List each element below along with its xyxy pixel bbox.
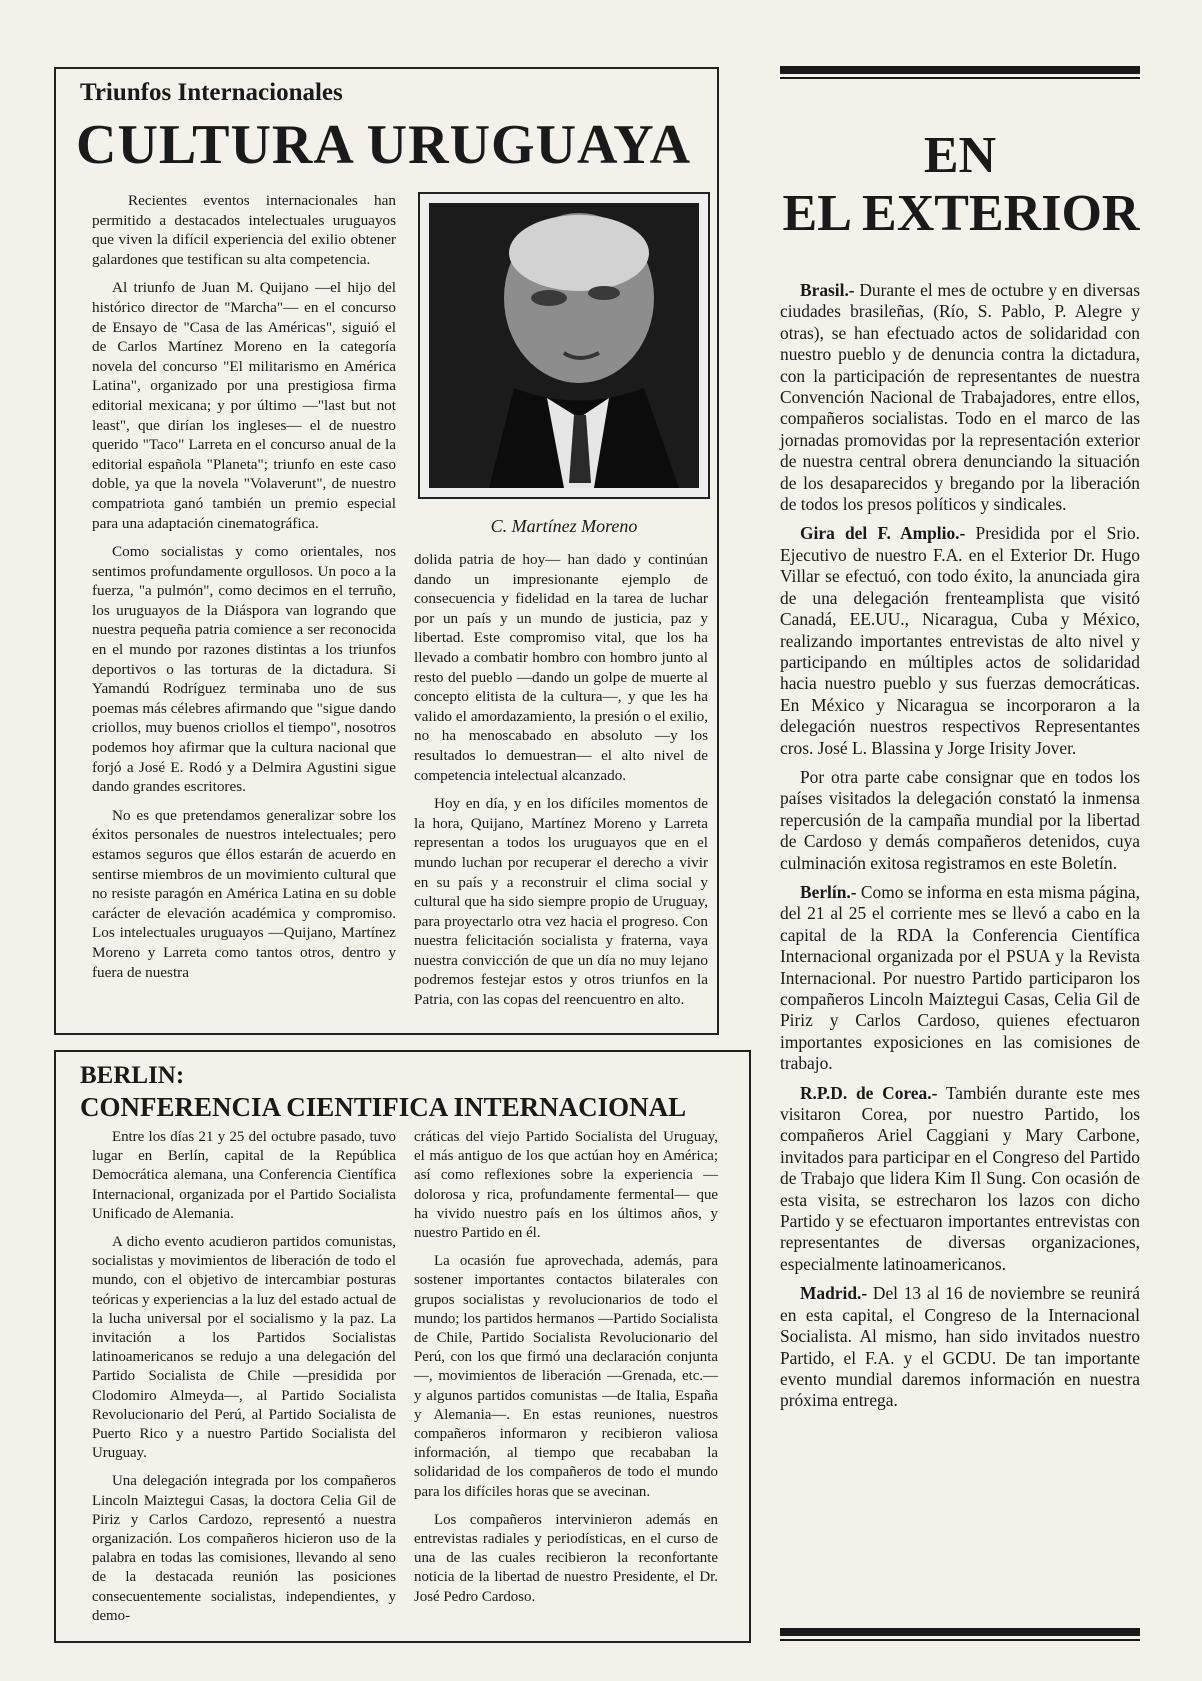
news-item-text: Por otra parte cabe consignar que en todos los países visitados la delegación constató la inmensa repercusión de la campaña mundial por la libertad de Cardoso y demás compañeros detenidos, cuya culminación exitosa registramos en este Boletín.: [780, 766, 1140, 873]
news-item: [780, 1083, 1140, 1276]
paragraph: No es que pretendamos generalizar sobre los éxitos personales de nuestros intelectuales; pero estamos seguros que éllos estarán de acuerdo en sentirse miembros de un movimiento cultural que no resiste paragón en América Latina en su doble carácter de elevación académica y compromiso. Los intelectuales uruguayos —Quijano, Martínez Moreno y Larreta como tantos otros, dentro y fuera de nuestra: [92, 806, 396, 981]
portrait-image: [429, 203, 699, 488]
paragraph: Recientes eventos internacionales han permitido a destacados intelectuales uruguayos que viven la difícil experiencia del exilio obtener galardones que testifican su alta competencia.: [92, 192, 396, 268]
news-item: [780, 523, 1140, 758]
news-item: [780, 1283, 1140, 1411]
article-headline: CONFERENCIA CIENTIFICA INTERNACIONAL: [80, 1092, 687, 1122]
news-item-text: Del 13 al 16 de noviembre se reunirá en esta capital, el Congreso de la Internacional Socialista. Al mismo, han sido invitados nuestro Partido, el F.A. y el GCDU. De tan importante evento mundial daremos información en nuestra próxima entrega.: [780, 1283, 1140, 1411]
news-item-lead: R.P.D. de Corea.-: [800, 1082, 938, 1103]
article-kicker: Triunfos Internacionales: [80, 79, 343, 106]
news-item-lead: Brasil.-: [800, 280, 855, 300]
divider-rule: [780, 1628, 1140, 1636]
exterior-news-column: [780, 280, 1140, 1420]
news-item-lead: Berlín.-: [800, 881, 857, 902]
article-cultura-uruguaya: [54, 67, 719, 1035]
news-item: [780, 882, 1140, 1075]
article-kicker: BERLIN:: [80, 1062, 185, 1089]
photo-caption: C. Martínez Moreno: [490, 516, 638, 536]
paragraph: Al triunfo de Juan M. Quijano —el hijo del histórico director de "Marcha"— en el concurso de Ensayo de "Casa de las Américas", siguió el de Carlos Martínez Moreno en la categoría novela del concurso "El militarismo en América Latina", organizado por una prestigiosa firma editorial mexicana; y por último —"last but not least", que dirían los ingleses— el de nuestro querido "Taco" Larreta en el concurso anual de la editorial española "Planeta"; triunfo en este caso doble, ya que la novela "Volaverunt", de nuestro compatriota ganó también un premio especial para una adaptación cinematográfica.: [92, 279, 396, 532]
news-item-lead: Gira del F. Amplio.-: [800, 523, 966, 544]
news-item-text: Como se informa en esta misma página, del 21 al 25 el corriente mes se llevó a cabo en la capital de la RDA la Conferencia Científica Internacional organizada por el PSUA y la Revista Internacional. Por nuestro Partido participaron los compañeros Lincoln Maiztegui Casas, Celia Gil de Piriz y Carlos Cardoso, quienes efectuaron importantes exposiciones en las comisiones de trabajo.: [780, 881, 1140, 1074]
portrait-photo: [418, 192, 710, 499]
article-column-2: [414, 1128, 718, 1616]
article-column-2: [414, 550, 708, 1019]
article-column-1: [92, 1128, 396, 1635]
section-title-line1: EN: [923, 127, 997, 184]
article-berlin: [54, 1050, 751, 1643]
news-item: [780, 280, 1140, 515]
paragraph: A dicho evento acudieron partidos comunistas, socialistas y movimientos de liberación de todo el mundo, con el objetivo de intercambiar posturas teóricas y experiencias a la luz del estado actual de la lucha universal por el socialismo y la paz. La invitación a los Partidos Socialistas latinoamericanos se redujo a una delegación del Partido Socialista de Chile —presidida por Clodomiro Almeyda—, al Partido Socialista Revolucionario del Perú, al Partido Socialista de Puerto Rico y a nuestro Partido Socialista del Uruguay.: [92, 1234, 396, 1462]
news-item: [780, 767, 1140, 874]
article-column-1: [92, 191, 396, 991]
section-title-line2: EL EXTERIOR: [782, 185, 1140, 242]
paragraph: Hoy en día, y en los difíciles momentos de la hora, Quijano, Martínez Moreno y Larreta representan a todos los uruguayos que en el mundo luchan por recuperar el derecho a vivir en su país y a reconstruir el clima social y cultural que ha sido siempre propio de Uruguay, para proyectarlo otra vez hacia el progreso. Con nuestra felicitación socialista y fraterna, vaya nuestra convicción de que un día no muy lejano podremos festejar estos y otros triunfos en la Patria, con las copas del reencuentro en alto.: [414, 795, 708, 1009]
portrait-illustration: [429, 203, 699, 488]
paragraph: Como socialistas y como orientales, nos sentimos profundamente orgullosos. Un poco a la fuerza, "a pulmón", como decimos en el terruño, los uruguayos de la Diáspora van logrando que nuestra pequeña patria comience a ser reconocida en el mundo por razones distintas a los triunfos deportivos o las torturas de la dictadura. Si Yamandú Rodríguez terminaba uno de sus poemas más célebres afirmando que "sigue dando criollos, muy buenos criollos el tiempo", nosotros podemos hoy afirmar que la cultura nacional que forjó a José E. Rodó y a Delmira Agustini sigue dando grandes escritores.: [92, 543, 396, 796]
divider-rule: [780, 66, 1140, 74]
paragraph: La ocasión fue aprovechada, además, para sostener importantes contactos bilaterales con grupos socialistas y revolucionarios de todo el mundo; los partidos hermanos —Partido Socialista de Chile, Partido Socialista Revolucionario del Perú, con los que firmó una declaración conjunta—, movimientos de liberación —Grenada, etc.— y algunos partidos comunistas —de Italia, España y Alemania—. En estas reuniones, nuestros compañeros informaron y recibieron valiosa información, al tiempo que recababan la solidaridad de los compañeros de todo el mundo para los difíciles horas que se avecinan.: [414, 1253, 718, 1500]
paragraph: Entre los días 21 y 25 del octubre pasado, tuvo lugar en Berlín, capital de la República Democrática alemana, una Conferencia Científica Internacional, organizada por el Partido Socialista Unificado de Alemania.: [92, 1129, 396, 1222]
article-headline: CULTURA URUGUAYA: [76, 114, 692, 176]
news-item-lead: Madrid.-: [800, 1283, 868, 1304]
news-item-text: Durante el mes de octubre y en diversas ciudades brasileñas, (Río, S. Pablo, P. Alegre y otras), se han efectuado actos de solidaridad con nuestro pueblo y de denuncia contra la dictadura, con la participación de representantes de nuestra Convención Nacional de Trabajadores, entre ellos, compañeros socialistas. Todo en el marco de las jornadas promovidas por la representación exterior de nuestra central obrera denunciando la situación de los desaparecidos y bregando por la liberación de todos los presos políticos y sindicales.: [780, 280, 1140, 515]
news-item-text: Presidida por el Srio. Ejecutivo de nuestro F.A. en el Exterior Dr. Hugo Villar se efectuó, con todo éxito, la anunciada gira de una delegación frenteamplista que visitó Canadá, EE.UU., Nicaragua, Cuba y México, realizando importantes entrevistas de alto nivel y participando en múltiples actos de solidaridad hacia nuestro pueblo y sus fuerzas democráticas. En México y Nicaragua se incorporaron a la delegación nuestros respectivos Representantes cros. José L. Blassina y Jorge Irisity Jover.: [780, 523, 1141, 758]
paragraph: cráticas del viejo Partido Socialista del Uruguay, el más antiguo de los que actúan hoy en América; así como reflexiones sobre la experiencia —dolorosa y rica, profundamente fermental— que ha vivido nuestro país en los últimos años, y nuestro Partido en él.: [414, 1129, 718, 1242]
paragraph: dolida patria de hoy— han dado y continúan dando un impresionante ejemplo de consecuencia y fidelidad en la tarea de luchar por un país y un mundo de justicia, paz y libertad. Este compromiso vital, que los ha llevado a combatir hombro con hombro junto al resto del pueblo —dando un golpe de muerte al concepto elitista de la cultura—, y que les ha valido el amordazamiento, la presión o el exilio, no ha menoscabado en absoluto —y los resultados lo demuestran— el alto nivel de competencia intelectual alcanzado.: [414, 551, 708, 784]
paragraph: Los compañeros intervinieron además en entrevistas radiales y periodísticas, en el curso de una de las cuales recibieron la reconfortante noticia de la libertad de nuestro Presidente, el Dr. José Pedro Cardoso.: [414, 1511, 718, 1605]
paragraph: Una delegación integrada por los compañeros Lincoln Maiztegui Casas, la doctora Celia Gil de Piriz y Carlos Cardozo, representó a nuestra organización. Los compañeros hicieron uso de la palabra en todas las comisiones, llevando al seno de la destacada reunión las posiciones consecuentemente socialistas, independientes, y demo-: [92, 1473, 396, 1624]
news-item-text: También durante este mes visitaron Corea, por nuestro Partido, los compañeros Ariel Caggiani y Mary Carbone, invitados para participar en el Congreso del Partido de Trabajo que lidera Kim Il Sung. Con ocasión de esta visita, se estrecharon los lazos con dicho Partido y se efectuaron importantes entrevistas con representantes de diversas organizaciones, especialmente latinoamericanos.: [780, 1082, 1141, 1274]
